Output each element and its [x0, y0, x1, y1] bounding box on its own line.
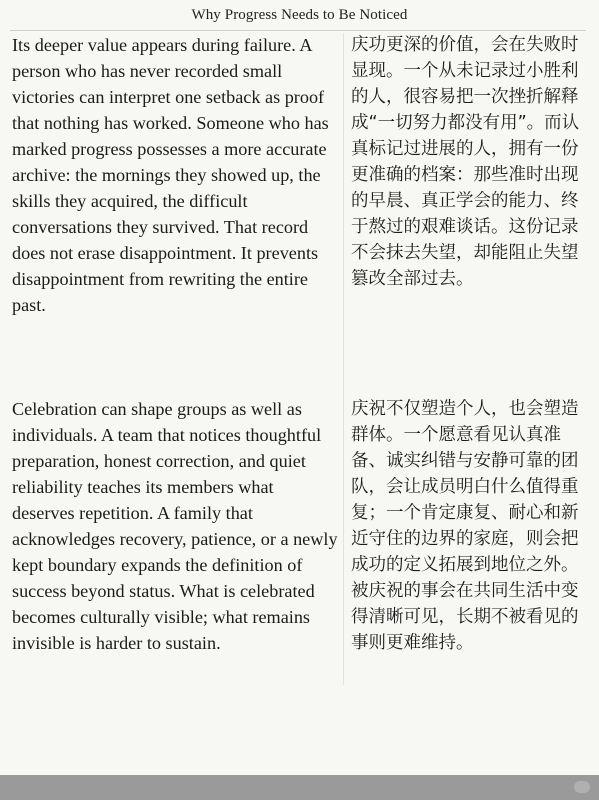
english-paragraph-2: Celebration can shape groups as well as individuals. A team that notices thoughtful preparation, honest correction, and quiet reliability teaches its members what deserves repetition. A family that acknowledges recovery, patience, or a newly kept boundary expands the definition of success beyond status. What is celebrated becomes culturally visible; what remains invisible is harder to sustain. [12, 399, 338, 653]
title-divider [10, 30, 586, 31]
footer-bar [0, 775, 599, 800]
watermark-icon [574, 781, 590, 793]
english-paragraph-1: Its deeper value appears during failure. A person who has never recorded small victories can interpret one setback as proof that nothing has worked. Someone who has marked progress possesses a more accurate archive: the mornings they showed up, the skills they acquired, the difficult conversations they survived. That record does not erase disappointment. It prevents disappointment from rewriting the entire past. [12, 35, 329, 315]
chinese-paragraph-1: 庆功更深的价值，会在失败时显现。一个从未记录过小胜利的人，很容易把一次挫折解释成“一切努力都没有用”。而认真标记过进展的人，拥有一份更准确的档案：那些准时出现的早晨、真正学会的能力、终于熬过的艰难谈话。这份记录不会抹去失望，却能阻止失望篡改全部过去。 [351, 35, 580, 289]
title-bar [0, 0, 599, 32]
page-title: Why Progress Needs to Be Noticed [191, 7, 408, 23]
column-divider [343, 33, 344, 685]
chinese-paragraph-2: 庆祝不仅塑造个人，也会塑造群体。一个愿意看见认真准备、诚实纠错与安静可靠的团队，会让成员明白什么值得重复；一个肯定康复、耐心和新近守住的边界的家庭，则会把成功的定义拓展到地位之外。被庆祝的事会在共同生活中变得清晰可见，长期不被看见的事则更难维持。 [351, 399, 579, 653]
